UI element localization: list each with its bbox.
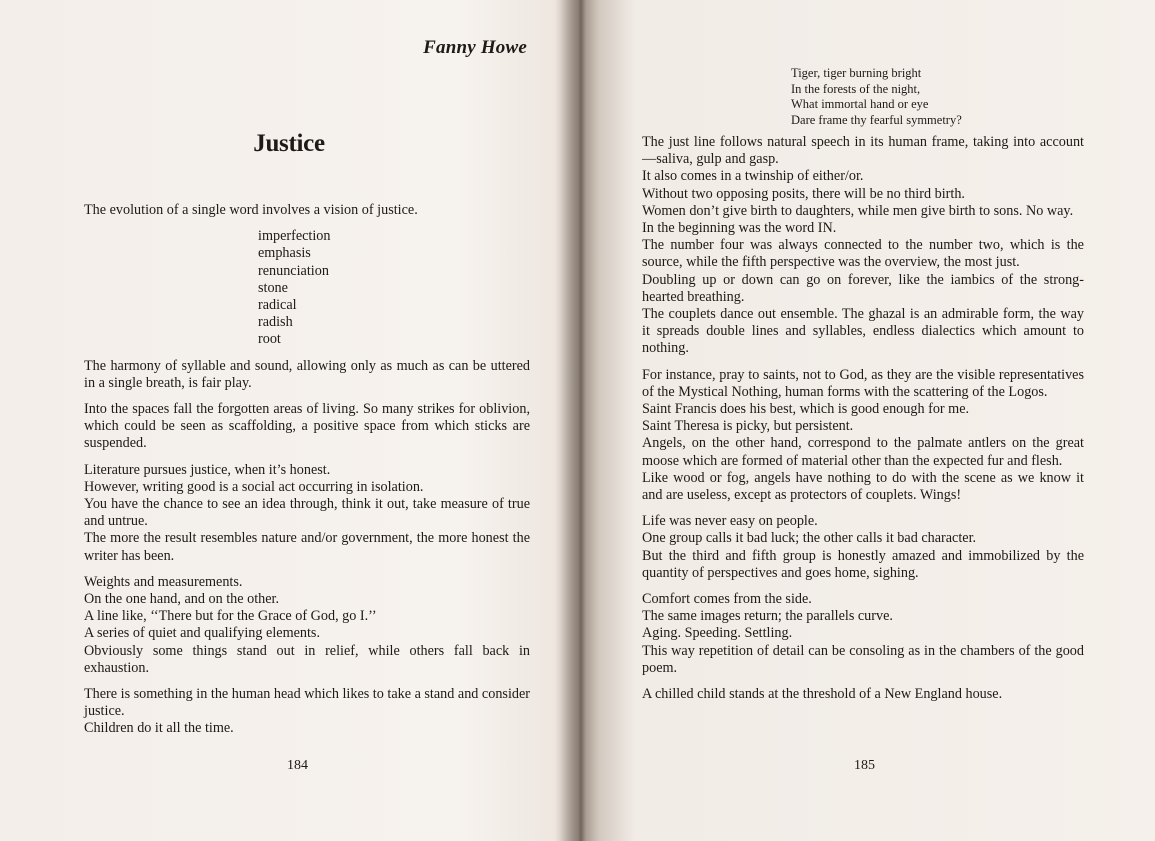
word-list-item: radish: [258, 314, 293, 331]
word-list-item: imperfection: [258, 228, 331, 245]
stanza: [84, 686, 530, 738]
text-line: The number four was always connected to the number two, which is the source, while the fifth perspective was the overview, the most just.: [642, 237, 1084, 271]
poem-title: Justice: [253, 130, 325, 157]
page-number-left: 184: [287, 758, 308, 773]
stanza: [642, 591, 1084, 677]
stanza: [84, 401, 530, 453]
text-line: In the beginning was the word IN.: [642, 220, 837, 237]
text-line: Saint Francis does his best, which is good enough for me.: [642, 401, 970, 418]
stanza: [642, 134, 1084, 358]
word-list-item: radical: [258, 297, 297, 314]
text-line: Comfort comes from the side.: [642, 591, 812, 608]
poem-line: What immortal hand or eye: [791, 97, 929, 112]
stanza: [642, 513, 1084, 582]
text-line: Women don’t give birth to daughters, while men give birth to sons. No way.: [642, 202, 1074, 219]
text-line: Life was never easy on people.: [642, 513, 818, 530]
text-line: Obviously some things stand out in relief, while others fall back in exhaustion.: [84, 642, 530, 676]
text-line: A chilled child stands at the threshold of a New England house.: [642, 686, 1003, 703]
stanza: [642, 686, 1084, 703]
text-line: The couplets dance out ensemble. The ghazal is an admirable form, the way it spreads double lines and syllables, endless dialectics which amount to nothing.: [642, 306, 1084, 357]
text-line: But the third and fifth group is honestly amazed and immobilized by the quantity of perspectives and goes home, sighing.: [642, 547, 1084, 581]
stanza: [84, 358, 530, 392]
poem-line: In the forests of the night,: [791, 81, 921, 96]
intro-line: The evolution of a single word involves a vision of justice.: [84, 202, 418, 218]
text-line: The harmony of syllable and sound, allowing only as much as can be uttered in a single breath, is fair play.: [84, 357, 530, 391]
word-list-item: renunciation: [258, 262, 329, 279]
text-line: Like wood or fog, angels have nothing to do with the scene as we know it and are useless, except as protectors of couplets. Wings!: [642, 469, 1084, 504]
text-line: The same images return; the parallels curve.: [642, 608, 893, 625]
text-line: Literature pursues justice, when it’s honest.: [84, 461, 331, 478]
text-line: However, writing good is a social act occurring in isolation.: [84, 478, 424, 495]
text-line: You have the chance to see an idea through, think it out, take measure of true and untrue.: [84, 496, 530, 530]
text-line: Into the spaces fall the forgotten areas of living. So many strikes for oblivion, which could be seen as scaffolding, a positive space from which sticks are suspended.: [84, 401, 530, 452]
word-list-item: root: [258, 331, 281, 348]
word-list-item: stone: [258, 279, 288, 296]
text-line: This way repetition of detail can be consoling as in the chambers of the good poem.: [642, 642, 1084, 676]
poem-line: Tiger, tiger burning bright: [791, 66, 922, 80]
text-line: A series of quiet and qualifying elements.: [84, 625, 321, 642]
left-body-text: [84, 202, 530, 747]
right-page: [578, 0, 1155, 841]
text-line: Doubling up or down can go on forever, like the iambics of the strong-hearted breathing.: [642, 271, 1084, 305]
text-line: Aging. Speeding. Settling.: [642, 625, 793, 642]
word-list: [258, 228, 530, 348]
running-head-author: Fanny Howe: [423, 37, 527, 58]
text-line: On the one hand, and on the other.: [84, 591, 280, 608]
stanza: [642, 367, 1084, 505]
text-line: The more the result resembles nature and/or government, the more honest the writer has been.: [84, 530, 530, 564]
stanza: [84, 462, 530, 565]
text-line: A line like, ‘‘There but for the Grace of God, go I.’’: [84, 608, 377, 625]
text-line: Children do it all the time.: [84, 720, 234, 737]
text-line: It also comes in a twinship of either/or.: [642, 168, 864, 185]
text-line: Weights and measurements.: [84, 573, 243, 590]
text-line: Angels, on the other hand, correspond to the palmate antlers on the great moose which are formed of material other than the expected fur and flesh.: [642, 435, 1084, 469]
text-line: One group calls it bad luck; the other calls it bad character.: [642, 530, 977, 547]
right-body-text: [642, 134, 1084, 712]
text-line: Without two opposing posits, there will be no third birth.: [642, 185, 965, 202]
text-line: For instance, pray to saints, not to God, as they are the visible representatives of the Mystical Nothing, human forms with the scattering of the Logos.: [642, 366, 1084, 400]
word-list-item: emphasis: [258, 245, 311, 262]
stanza: [84, 574, 530, 677]
text-line: There is something in the human head which likes to take a stand and consider justice.: [84, 686, 530, 720]
text-line: The just line follows natural speech in its human frame, taking into account—saliva, gulp and gasp.: [642, 134, 1084, 168]
page-number-right: 185: [854, 758, 875, 773]
text-line: Saint Theresa is picky, but persistent.: [642, 418, 854, 435]
quoted-poem: [791, 66, 962, 128]
poem-line: Dare frame thy fearful symmetry?: [791, 112, 962, 127]
